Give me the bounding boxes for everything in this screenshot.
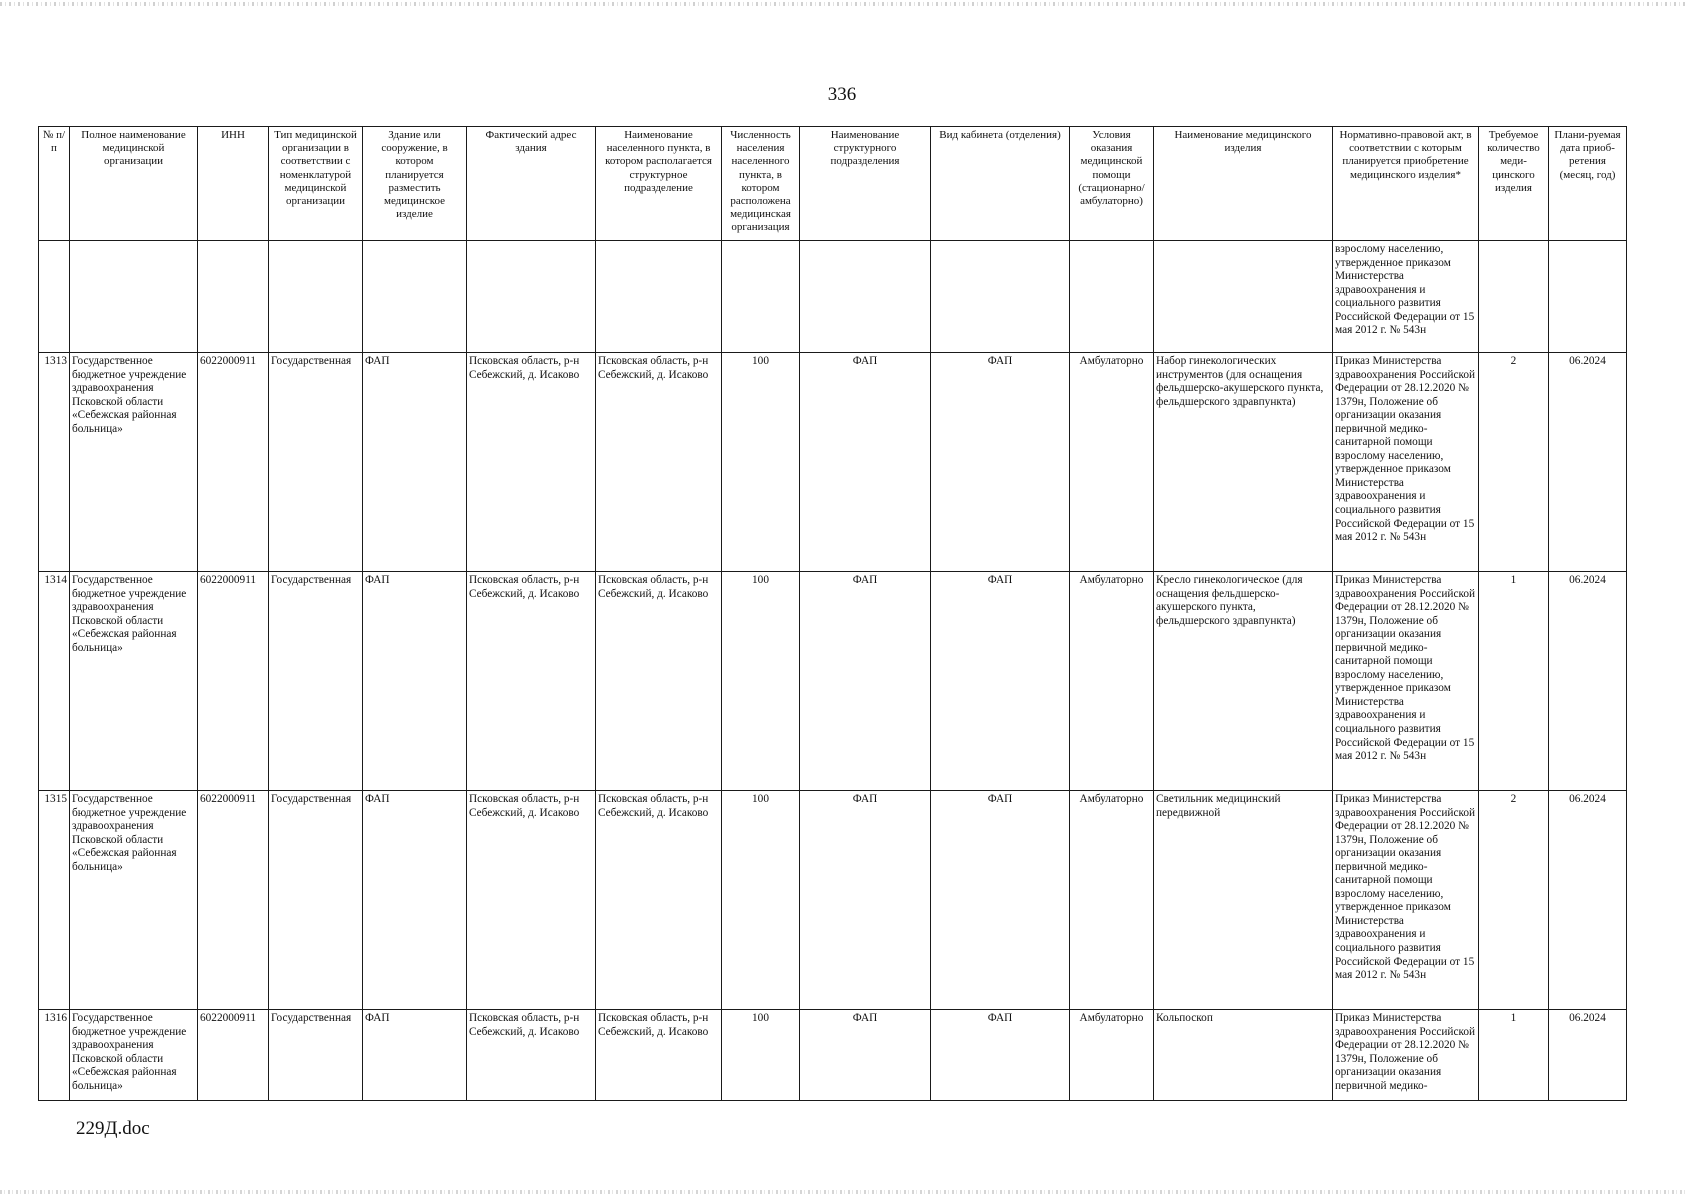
cell-qty: 2 (1479, 353, 1549, 572)
col-header-inn: ИНН (198, 127, 269, 241)
cell-act: Приказ Министерства здравоохранения Российской Федерации от 28.12.2020 № 1379н, Положение об организации оказания первичной медико-санитарной помощи взрослому населению, утвержденное приказом Министерства здравоохранения и социального развития Российской Федерации от 15 мая 2012 г. № 543н (1333, 353, 1479, 572)
cell-unit: ФАП (800, 791, 931, 1010)
continuation-row (39, 241, 1627, 353)
cell-qty: 1 (1479, 572, 1549, 791)
col-header-qty: Требуемое количество меди-цинского изделия (1479, 127, 1549, 241)
scan-noise-top (0, 2, 1686, 6)
cell-inn: 6022000911 (198, 791, 269, 1010)
scan-noise-bottom (0, 1190, 1686, 1194)
cell-cabinet: ФАП (931, 353, 1070, 572)
cell-empty (1479, 241, 1549, 353)
cell-settlement: Псковская область, р-н Себежский, д. Исаково (596, 1010, 722, 1101)
cell-org: Государственное бюджетное учреждение здравоохранения Псковской области «Себежская районная больница» (70, 353, 198, 572)
cell-type: Государственная (269, 353, 363, 572)
cell-num: 1313 (39, 353, 70, 572)
cell-type: Государственная (269, 572, 363, 791)
cell-cabinet: ФАП (931, 791, 1070, 1010)
cell-act: Приказ Министерства здравоохранения Российской Федерации от 28.12.2020 № 1379н, Положение об организации оказания первичной медико- (1333, 1010, 1479, 1101)
cell-population: 100 (722, 572, 800, 791)
cell-cabinet: ФАП (931, 572, 1070, 791)
col-header-type: Тип медицинской организации в соответствии с номенклатурой медицинской организации (269, 127, 363, 241)
cell-act: Приказ Министерства здравоохранения Российской Федерации от 28.12.2020 № 1379н, Положение об организации оказания первичной медико-санитарной помощи взрослому населению, утвержденное приказом Министерства здравоохранения и социального развития Российской Федерации от 15 мая 2012 г. № 543н (1333, 791, 1479, 1010)
cell-building: ФАП (363, 791, 467, 1010)
col-header-population: Численность населения населенного пункта, в котором расположена медицинская организация (722, 127, 800, 241)
col-header-device: Наименование медицинского изделия (1154, 127, 1333, 241)
cell-population: 100 (722, 353, 800, 572)
cell-empty (467, 241, 596, 353)
cell-address: Псковская область, р-н Себежский, д. Исаково (467, 1010, 596, 1101)
cell-num: 1314 (39, 572, 70, 791)
cell-act: взрослому населению, утвержденное приказом Министерства здравоохранения и социального развития Российской Федерации от 15 мая 2012 г. № 543н (1333, 241, 1479, 353)
cell-population: 100 (722, 791, 800, 1010)
cell-empty (800, 241, 931, 353)
cell-unit: ФАП (800, 1010, 931, 1101)
cell-unit: ФАП (800, 353, 931, 572)
cell-num: 1316 (39, 1010, 70, 1101)
cell-empty (198, 241, 269, 353)
cell-org: Государственное бюджетное учреждение здравоохранения Псковской области «Себежская районная больница» (70, 572, 198, 791)
col-header-settlement: Наименование населенного пункта, в котором располагается структурное подразделение (596, 127, 722, 241)
col-header-act: Нормативно-правовой акт, в соответствии с которым планируется приобретение медицинского изделия* (1333, 127, 1479, 241)
cell-building: ФАП (363, 1010, 467, 1101)
cell-device: Кресло гинекологическое (для оснащения фельдшерско-акушерского пункта, фельдшерского здравпункта) (1154, 572, 1333, 791)
cell-conditions: Амбулаторно (1070, 572, 1154, 791)
cell-qty: 2 (1479, 791, 1549, 1010)
cell-num: 1315 (39, 791, 70, 1010)
table-row (39, 1010, 1627, 1101)
cell-act: Приказ Министерства здравоохранения Российской Федерации от 28.12.2020 № 1379н, Положение об организации оказания первичной медико-санитарной помощи взрослому населению, утвержденное приказом Министерства здравоохранения и социального развития Российской Федерации от 15 мая 2012 г. № 543н (1333, 572, 1479, 791)
cell-device: Светильник медицинский передвижной (1154, 791, 1333, 1010)
cell-empty (1070, 241, 1154, 353)
cell-empty (722, 241, 800, 353)
col-header-num: № п/п (39, 127, 70, 241)
cell-empty (70, 241, 198, 353)
cell-settlement: Псковская область, р-н Себежский, д. Исаково (596, 572, 722, 791)
col-header-conditions: Условия оказания медицинской помощи (стационарно/ амбулаторно) (1070, 127, 1154, 241)
cell-date: 06.2024 (1549, 1010, 1627, 1101)
cell-device: Набор гинекологических инструментов (для оснащения фельдшерско-акушерского пункта, фельдшерского здравпункта) (1154, 353, 1333, 572)
cell-conditions: Амбулаторно (1070, 353, 1154, 572)
cell-cabinet: ФАП (931, 1010, 1070, 1101)
cell-population: 100 (722, 1010, 800, 1101)
cell-inn: 6022000911 (198, 1010, 269, 1101)
cell-inn: 6022000911 (198, 572, 269, 791)
cell-date: 06.2024 (1549, 353, 1627, 572)
col-header-org: Полное наименование медицинской организации (70, 127, 198, 241)
table-row (39, 791, 1627, 1010)
header-row (39, 127, 1627, 241)
cell-conditions: Амбулаторно (1070, 1010, 1154, 1101)
cell-empty (39, 241, 70, 353)
cell-empty (269, 241, 363, 353)
cell-building: ФАП (363, 572, 467, 791)
cell-address: Псковская область, р-н Себежский, д. Исаково (467, 353, 596, 572)
cell-address: Псковская область, р-н Себежский, д. Исаково (467, 572, 596, 791)
cell-org: Государственное бюджетное учреждение здравоохранения Псковской области «Себежская районная больница» (70, 791, 198, 1010)
col-header-cabinet: Вид кабинета (отделения) (931, 127, 1070, 241)
col-header-unit: Наименование структурного подразделения (800, 127, 931, 241)
col-header-building: Здание или сооружение, в котором планируется разместить медицинское изделие (363, 127, 467, 241)
medical-equipment-table (38, 126, 1627, 1101)
document-filename: 229Д.doc (76, 1118, 150, 1139)
col-header-address: Фактический адрес здания (467, 127, 596, 241)
cell-empty (1549, 241, 1627, 353)
cell-type: Государственная (269, 1010, 363, 1101)
col-header-date: Плани-руемая дата приоб-ретения (месяц, год) (1549, 127, 1627, 241)
cell-settlement: Псковская область, р-н Себежский, д. Исаково (596, 353, 722, 572)
cell-inn: 6022000911 (198, 353, 269, 572)
cell-qty: 1 (1479, 1010, 1549, 1101)
cell-empty (363, 241, 467, 353)
page-number: 336 (827, 84, 857, 105)
cell-empty (931, 241, 1070, 353)
cell-org: Государственное бюджетное учреждение здравоохранения Псковской области «Себежская районная больница» (70, 1010, 198, 1101)
cell-device: Кольпоскоп (1154, 1010, 1333, 1101)
cell-empty (596, 241, 722, 353)
cell-building: ФАП (363, 353, 467, 572)
cell-type: Государственная (269, 791, 363, 1010)
cell-date: 06.2024 (1549, 791, 1627, 1010)
cell-address: Псковская область, р-н Себежский, д. Исаково (467, 791, 596, 1010)
cell-conditions: Амбулаторно (1070, 791, 1154, 1010)
cell-date: 06.2024 (1549, 572, 1627, 791)
table-row (39, 353, 1627, 572)
cell-settlement: Псковская область, р-н Себежский, д. Исаково (596, 791, 722, 1010)
cell-empty (1154, 241, 1333, 353)
table-row (39, 572, 1627, 791)
cell-unit: ФАП (800, 572, 931, 791)
